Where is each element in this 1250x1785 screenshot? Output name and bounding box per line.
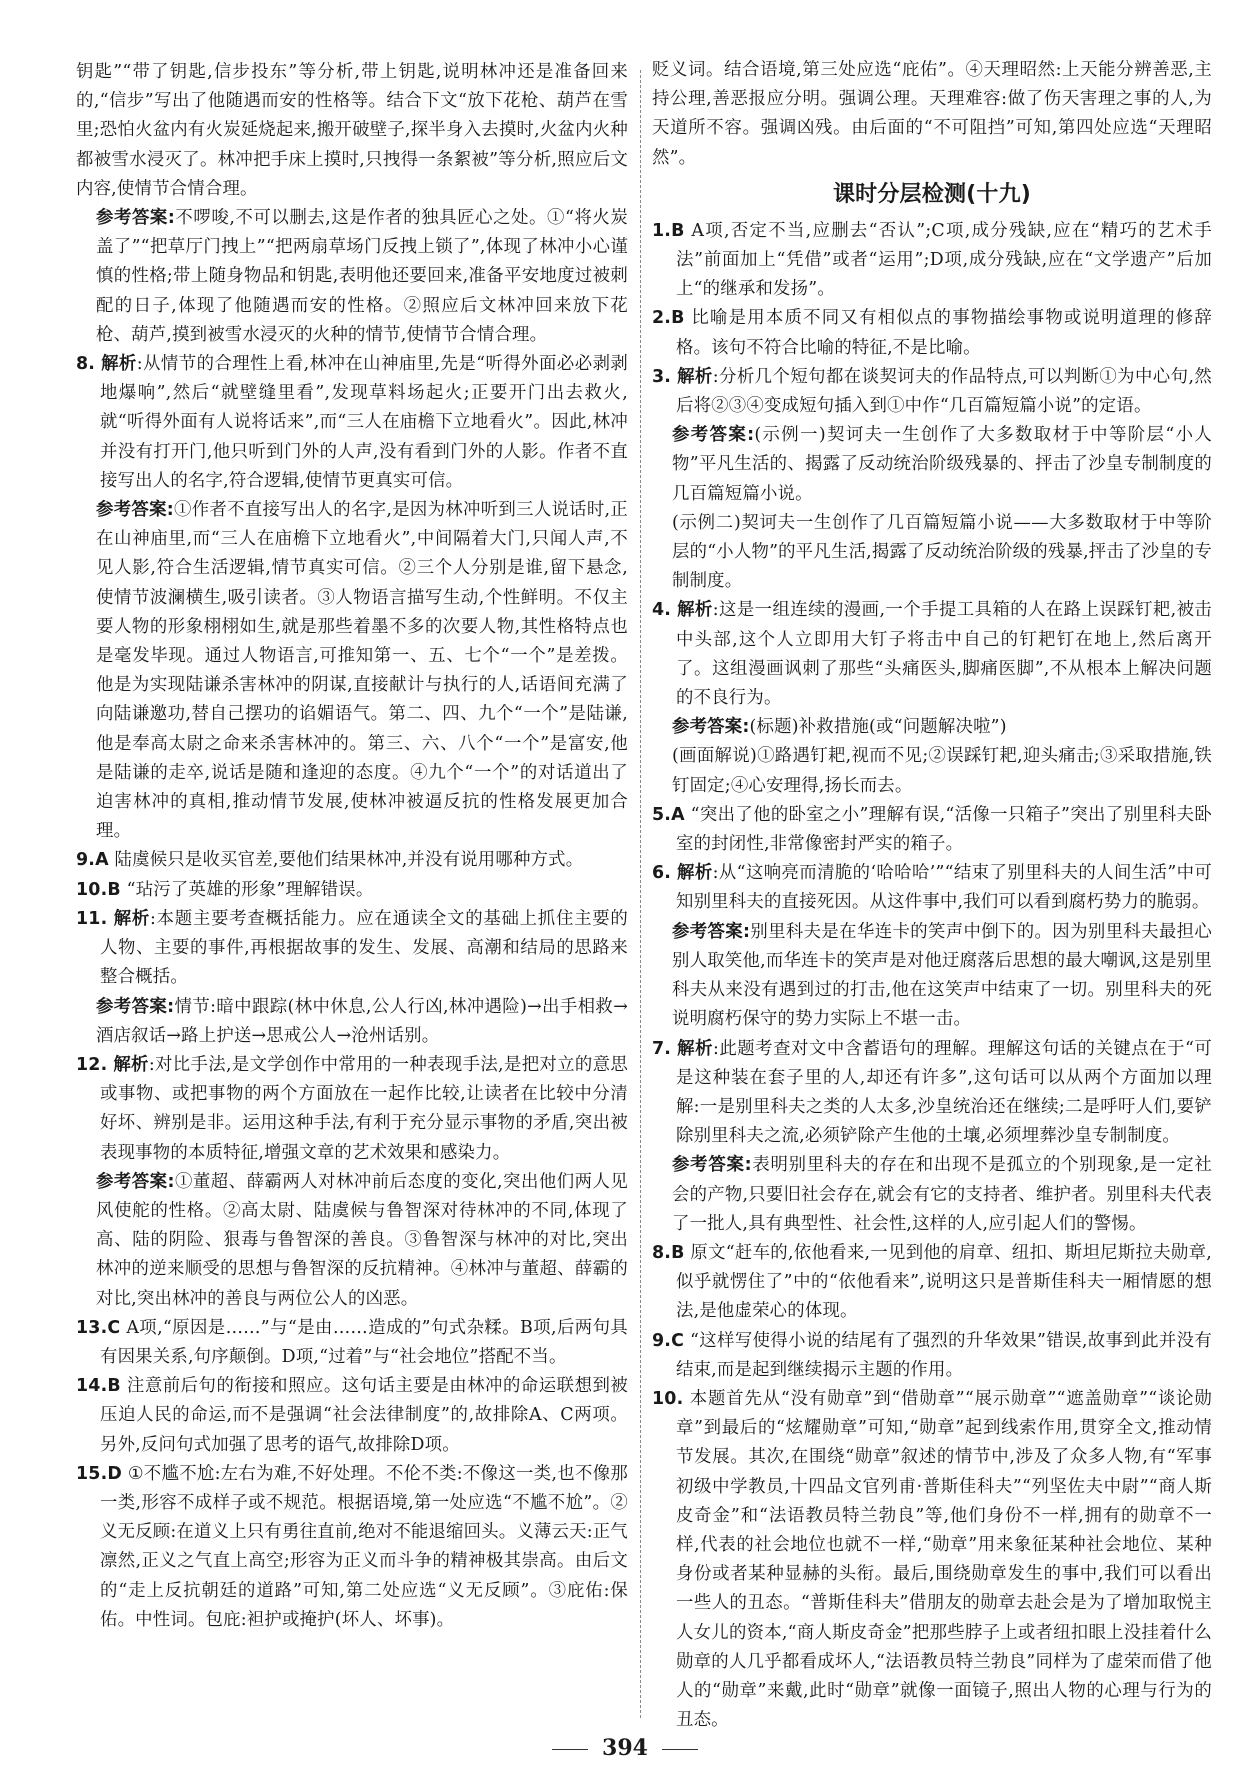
item-number: 5.A — [652, 804, 685, 825]
answer-item — [76, 905, 628, 993]
body-text: :从“这响亮而清脆的‘哈哈哈’”“结束了别里科夫的人间生活”中可知别里科夫的直接死因。从这件事中,我们可以看到腐朽势力的脆弱。 — [676, 863, 1212, 913]
answer-item — [76, 1314, 628, 1372]
answer-item — [652, 1239, 1212, 1327]
item-number: 8. — [76, 354, 96, 375]
body-text: 贬义词。结合语境,第三处应选“庇佑”。④天理昭然:上天能分辨善恶,主持公理,善恶报应分明。强调公理。天理难容:做了伤天害理之事的人,为天道所不容。强调凶残。由后面的“不可阻挡”可知,第四处应选“天理昭然”。 — [652, 60, 1212, 168]
reference-answer — [652, 918, 1212, 1035]
body-text: 陆虞候只是收买官差,要他们结果林冲,并没有说用哪种方式。 — [114, 850, 584, 871]
answer-item — [76, 1460, 628, 1635]
item-label: 解析 — [113, 1054, 149, 1075]
body-text: “突出了他的卧室之小”理解有误,“活像一只箱子”突出了别里科夫卧室的封闭性,非常像密封严实的箱子。 — [676, 804, 1212, 855]
body-text: ①不尴不尬:左右为难,不好处理。不伦不类:不像这一类,也不像那一类,形容不成样子或不规范。根据语境,第一处应选“不尴不尬”。②义无反顾:在道义上只有勇往直前,绝对不能退缩回头。义薄云天:正气凛然,正义之气直上高空;形容为正义而斗争的精神极其崇高。由后文的“走上反抗朝廷的道路”可知,第二处应选“义无反顾”。③庇佑:保佑。中性词。包庇:袒护或掩护(坏人、坏事)。 — [100, 1463, 628, 1630]
section-title: 课时分层检测(十九) — [832, 181, 1032, 207]
answer-item — [652, 1035, 1212, 1152]
reference-answer — [76, 204, 628, 350]
page-number-dash-right — [662, 1749, 698, 1750]
body-text: :对比手法,是文学创作中常用的一种表现手法,是把对立的意思或事物、或把事物的两个方面放在一起作比较,让读者在比较中分清好坏、辨别是非。运用这种手法,有利于充分显示事物的矛盾,突出被表现事物的本质特征,增强文章的艺术效果和感染力。 — [100, 1054, 629, 1163]
body-text: 注意前后句的衔接和照应。这句话主要是由林冲的命运联想到被压迫人民的命运,而不是强调“社会法律制度”的,故排除A、C两项。另外,反问句式加强了思考的语气,故排除D项。 — [100, 1376, 628, 1455]
reference-answer — [76, 993, 628, 1051]
body-text: “玷污了英雄的形象”理解错误。 — [126, 879, 374, 900]
reference-answer — [76, 496, 628, 846]
answer-item — [76, 846, 628, 875]
answer-item — [652, 304, 1212, 362]
item-number: 14.B — [76, 1376, 121, 1397]
item-number: 8.B — [652, 1242, 685, 1263]
answer-item — [652, 596, 1212, 713]
answer-item — [76, 1372, 628, 1460]
column-divider — [640, 70, 641, 1718]
answer-label: 参考答案: — [96, 208, 176, 229]
body-text: “这样写使得小说的结尾有了强烈的升华效果”错误,故事到此并没有结束,而是起到继续揭示主题的作用。 — [676, 1330, 1212, 1380]
item-number: 9.C — [652, 1330, 685, 1351]
answer-item — [76, 1051, 628, 1168]
body-text: 原文“赶车的,依他看来,一见到他的肩章、纽扣、斯坦尼斯拉夫勋章,似乎就愣住了”中的“依他看来”,说明这只是普斯佳科夫一厢情愿的想法,是他虚荣心的体现。 — [676, 1242, 1212, 1322]
answer-item — [652, 217, 1212, 305]
body-text: 钥匙”“带了钥匙,信步投东”等分析,带上钥匙,说明林冲还是准备回来的,“信步”写出了他随遇而安的性格等。结合下文“放下花枪、葫芦在雪里;恐怕火盆内有火炭延烧起来,搬开破壁子,探半身入去摸时,火盆内火种都被雪水浸灭了。林冲把手床上摸时,只拽得一条絮被”等分析,照应后文内容,使情节合情合理。 — [76, 62, 628, 199]
item-number: 12. — [76, 1054, 108, 1075]
item-number: 13.C — [76, 1317, 121, 1338]
item-number: 9.A — [76, 850, 109, 871]
answer-label: 参考答案: — [96, 996, 175, 1017]
item-number: 7. — [652, 1038, 672, 1059]
body-text: (示例一)契诃夫一生创作了大多数取材于中等阶层“小人物”平凡生活的、揭露了反动统治阶级残暴的、抨击了沙皇专制制度的几百篇短篇小说。 — [672, 425, 1212, 504]
answer-item — [652, 859, 1212, 917]
body-text: :本题主要考查概括能力。应在通读全文的基础上抓住主要的人物、主要的事件,再根据故事的发生、发展、高潮和结局的思路来整合概括。 — [100, 908, 629, 988]
item-label: 解析 — [677, 366, 713, 387]
item-number: 3. — [652, 366, 672, 387]
item-number: 15.D — [76, 1463, 123, 1484]
body-text: ①作者不直接写出人的名字,是因为林冲听到三人说话时,正在山神庙里,而“三人在庙檐下立地看火”,中间隔着大门,只闻人声,不见人影,符合生活逻辑,情节真实可信。②三个人分别是谁,留下悬念,使情节波澜横生,吸引读者。③人物语言描写生动,个性鲜明。不仅主要人物的形象栩栩如生,就是那些着墨不多的次要人物,其性格特点也是毫发毕现。通过人物语言,可推知第一、五、七个“一个”是差拨。他是为实现陆谦杀害林冲的阴谋,直接献计与执行的人,话语间充满了向陆谦邀功,替自己摆功的谄媚语气。第二、四、九个“一个”是陆谦,他是奉高太尉之命来杀害林冲的。第三、六、八个“一个”是富安,他是陆谦的走卒,说话是随和逢迎的态度。④九个“一个”的对话道出了迫害林冲的真相,推动情节发展,使林冲被逼反抗的性格发展更加合理。 — [96, 500, 628, 842]
page-number — [0, 1735, 1250, 1761]
body-text: :分析几个短句都在谈契诃夫的作品特点,可以判断①为中心句,然后将②③④变成短句插入到①中作“几百篇短篇小说”的定语。 — [676, 366, 1212, 417]
left-column — [76, 58, 628, 1635]
answer-item — [76, 876, 628, 905]
body-text: (标题)补救措施(或“问题解决啦”) — [749, 717, 1007, 738]
answer-item — [652, 1327, 1212, 1385]
body-text: A项,“原因是……”与“是由……造成的”句式杂糅。B项,后两句具有因果关系,句序颠倒。D项,“过着”与“社会地位”搭配不当。 — [100, 1317, 628, 1367]
continued-text — [652, 56, 1212, 173]
item-number: 4. — [652, 600, 672, 621]
body-text: 情节:暗中跟踪(林中休息,公人行凶,林冲遇险)→出手相救→酒店叙话→路上护送→思戒公人→沧州话别。 — [96, 996, 628, 1046]
answer-label: 参考答案: — [672, 425, 755, 446]
body-text: 表明别里科夫的存在和出现不是孤立的个别现象,是一定社会的产物,只要旧社会存在,就会有它的支持者、维护者。别里科夫代表了一批人,具有典型性、社会性,这样的人,应引起人们的警惕。 — [672, 1155, 1212, 1234]
page-number-text: 394 — [602, 1735, 648, 1761]
body-text: :此题考查对文中含蓄语句的理解。理解这句话的关键点在于“可是这种装在套子里的人,却还有许多”,这句话可以从两个方面加以理解:一是别里科夫之类的人太多,沙皇统治还在继续;二是呼吁人们,要铲除别里科夫之流,必须铲除产生他的土壤,必须埋葬沙皇专制制度。 — [676, 1038, 1212, 1147]
item-number: 11. — [76, 908, 108, 929]
body-text: (示例二)契诃夫一生创作了几百篇短篇小说——大多数取材于中等阶层的“小人物”的平凡生活,揭露了反动统治阶级的残暴,抨击了沙皇的专制制度。 — [672, 512, 1212, 592]
body-text: 本题首先从“没有勋章”到“借勋章”“展示勋章”“遮盖勋章”“谈论勋章”到最后的“炫耀勋章”可知,“勋章”起到线索作用,贯穿全文,推动情节发展。其次,在围绕“勋章”叙述的情节中,涉及了众多人物,有“军事初级中学教员,十四品文官列甫·普斯佳科夫”“列坚佐夫中尉”“商人斯皮奇金”和“法语教员特兰勃良”等,他们身份不一样,拥有的勋章不一样,代表的社会地位也就不一样,“勋章”用来象征某种社会地位、某种身份或者某种显赫的头衔。最后,围绕勋章发生的事中,我们可以看出一些人的丑态。“普斯佳科夫”借朋友的勋章去赴会是为了增加取悦主人女儿的资本,“商人斯皮奇金”把那些脖子上或者纽扣眼上没挂着什么勋章的人几乎都看成坏人,“法语教员特兰勃良”同样为了虚荣而借了他人的“勋章”来戴,此时“勋章”就像一面镜子,照出人物的心理与行为的丑态。 — [676, 1388, 1212, 1731]
answer-item — [652, 1385, 1212, 1735]
continued-text — [76, 58, 628, 204]
reference-answer — [652, 509, 1212, 597]
right-column — [652, 56, 1212, 1735]
body-text: :从情节的合理性上看,林冲在山神庙里,先是“听得外面必必剥剥地爆响”,然后“就壁缝里看”,发现草料场起火;正要开门出去救火,就“听得外面有人说将话来”,而“三人在庙檐下立地看火”。因此,林冲并没有打开门,他只听到门外的人声,没有看到门外的人影。作者不直接写出人的名字,符合逻辑,使情节更真实可信。 — [100, 354, 628, 491]
body-text: :这是一组连续的漫画,一个手提工具箱的人在路上误踩钉耙,被击中头部,这个人立即用大钉子将击中自己的钉耙钉在地上,然后离开了。这组漫画讽刺了那些“头痛医头,脚痛医脚”,不从根本上解决问题的不良行为。 — [676, 600, 1212, 709]
item-number: 6. — [652, 863, 672, 884]
answer-item — [652, 801, 1212, 859]
answer-label: 参考答案: — [672, 1155, 752, 1176]
reference-answer — [652, 421, 1212, 509]
reference-answer — [652, 742, 1212, 800]
reference-answer — [652, 713, 1212, 742]
answer-label: 参考答案: — [672, 921, 751, 942]
answer-label: 参考答案: — [96, 1171, 175, 1192]
item-label: 解析 — [113, 908, 151, 929]
answer-item — [76, 350, 628, 496]
body-text: 别里科夫是在华连卡的笑声中倒下的。因为别里科夫最担心别人取笑他,而华连卡的笑声是对他迂腐落后思想的最大嘲讽,这是别里科夫从来没有遇到过的打击,他在这笑声中结束了一切。别里科夫的死说明腐朽保守的势力实际上不堪一击。 — [672, 921, 1212, 1030]
item-label: 解析 — [101, 354, 137, 375]
body-text: (画面解说)①路遇钉耙,视而不见;②误踩钉耙,迎头痛击;③采取措施,铁钉固定;④心安理得,扬长而去。 — [672, 746, 1212, 796]
item-number: 2.B — [652, 308, 685, 329]
body-text: 不啰唆,不可以删去,这是作者的独具匠心之处。①“将火炭盖了”“把草厅门拽上”“把两扇草场门反拽上锁了”,体现了林冲小心谨慎的性格;带上随身物品和钥匙,表明他还要回来,准备平安地度过被刺配的日子,体现了他随遇而安的性格。②照应后文林冲回来放下花枪、葫芦,摸到被雪水浸灭的火种的情节,使情节合情合理。 — [96, 208, 628, 345]
item-number: 10. — [652, 1388, 684, 1409]
answer-item — [652, 363, 1212, 421]
answer-label: 参考答案: — [96, 500, 174, 521]
item-number: 1.B — [652, 220, 685, 241]
page-number-dash-left — [552, 1749, 588, 1750]
item-label: 解析 — [677, 1038, 713, 1059]
item-label: 解析 — [677, 863, 713, 884]
body-text: ①董超、薛霸两人对林冲前后态度的变化,突出他们两人见风使舵的性格。②高太尉、陆虞候与鲁智深对待林冲的不同,体现了高、陆的阴险、狠毒与鲁智深的善良。③鲁智深与林冲的对比,突出林冲的逆来顺受的思想与鲁智深的反抗精神。④林冲与董超、薛霸的对比,突出林冲的善良与两位公人的凶恶。 — [96, 1171, 628, 1309]
item-number: 10.B — [76, 879, 121, 900]
reference-answer — [652, 1151, 1212, 1239]
answer-label: 参考答案: — [672, 717, 750, 738]
body-text: A项,否定不当,应删去“否认”;C项,成分残缺,应在“精巧的艺术手法”前面加上“凭借”或者“运用”;D项,成分残缺,应在“文学遗产”后加上“的继承和发扬”。 — [676, 220, 1212, 300]
body-text: 比喻是用本质不同又有相似点的事物描绘事物或说明道理的修辞格。该句不符合比喻的特征,不是比喻。 — [676, 308, 1212, 358]
reference-answer — [76, 1168, 628, 1314]
item-label: 解析 — [677, 600, 713, 621]
